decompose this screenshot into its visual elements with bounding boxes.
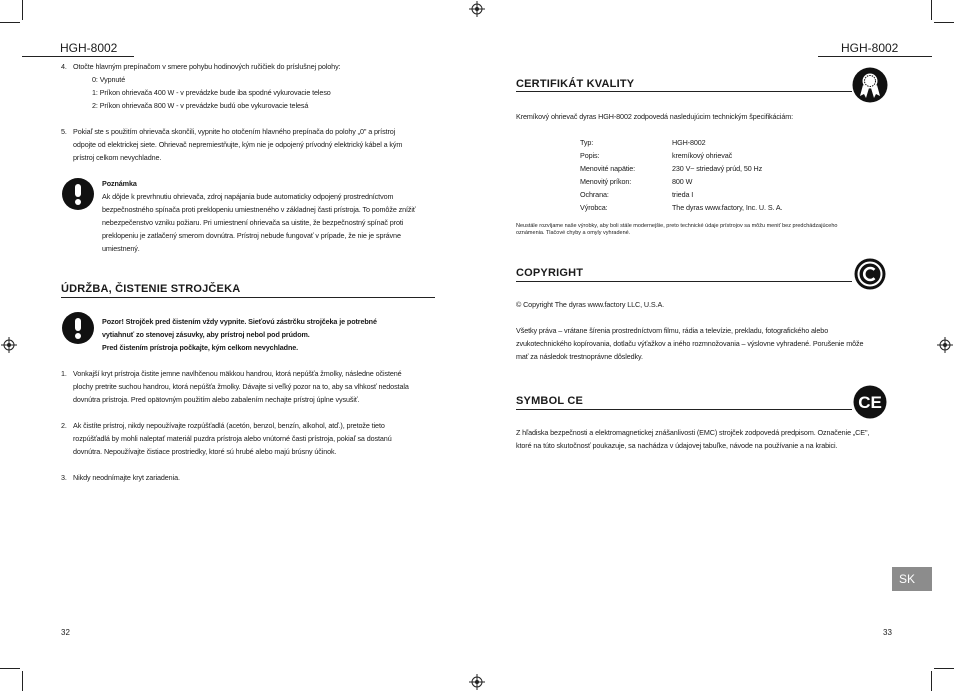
spec-value: trieda I xyxy=(672,190,694,199)
step-text-line: Pokiaľ ste s použitím ohrievača skončili, vypnite ho otočením hlavného prepínača do polohy „0" a prístroj xyxy=(73,127,396,136)
spec-row xyxy=(580,201,840,214)
spec-key: Ochrana: xyxy=(580,190,609,199)
spec-key: Výrobca: xyxy=(580,203,608,212)
ce-line: Z hľadiska bezpečnosti a elektromagnetickej znášanlivosti (EMC) strojček zodpovedá predpisom. Označenie „CE", xyxy=(516,428,870,437)
exclamation-icon xyxy=(62,178,94,210)
ce-line: ktoré na túto skutočnosť poukazuje, sa nachádza v údajovej tabuľke, návode na používanie a na krabici. xyxy=(516,441,838,450)
spec-value: kremíkový ohrievač xyxy=(672,151,733,160)
spec-value: 230 V~ striedavý prúd, 50 Hz xyxy=(672,164,763,173)
step-text-line: prístroj celkom nevychladne. xyxy=(73,153,162,162)
registration-mark-bottom xyxy=(469,674,485,690)
warning-line: Pred čistením prístroja počkajte, kým celkom nevychladne. xyxy=(102,343,299,352)
spec-key: Menovitý príkon: xyxy=(580,177,632,186)
header-rule-right xyxy=(818,56,932,57)
disclaimer-line: Neustále rozvíjame naše výrobky, aby boli stále modernejšie, preto technické údaje prístrojov sa môžu meniť bez predchádzajúceho xyxy=(516,223,838,229)
item-number: 2. xyxy=(61,421,67,430)
certificate-seal-icon xyxy=(852,67,888,103)
item-line: Ak čistíte prístroj, nikdy nepoužívajte rozpúšťadlá (acetón, benzol, benzín, alkohol, atď.), pretože tieto xyxy=(73,421,385,430)
exclamation-icon xyxy=(62,312,94,344)
copyright-para-line: mať za následok trestnoprávne dôsledky. xyxy=(516,352,643,361)
step-number: 4. xyxy=(61,62,67,71)
item-number: 1. xyxy=(61,369,67,378)
spec-value: The dyras www.factory, Inc. U. S. A. xyxy=(672,203,783,212)
note-line: preklopeniu je zatlačený smerom dovnútra. Prístroj nebude fungovať v prípade, že nie je správne xyxy=(102,231,401,240)
spec-value: 800 W xyxy=(672,177,693,186)
crop-mark xyxy=(22,0,23,20)
step-number: 5. xyxy=(61,127,67,136)
note-line: umiestnený. xyxy=(102,244,140,253)
section-rule xyxy=(516,91,852,92)
certificate-intro: Kremíkový ohrievač dyras HGH-8002 zodpovedá nasledujúcim technickým špecifikáciám: xyxy=(516,112,794,121)
crop-mark xyxy=(0,22,20,23)
registration-mark-top xyxy=(469,1,485,17)
spec-key: Typ: xyxy=(580,138,594,147)
item-line: Vonkajší kryt prístroja čistite jemne navlhčenou mäkkou handrou, ktorá nepúšťa žmolky, následne očistené xyxy=(73,369,402,378)
registration-mark-right xyxy=(937,337,953,353)
step-text: Otočte hlavným prepínačom v smere pohybu hodinových ručičiek do príslušnej polohy: xyxy=(73,62,341,71)
spec-row xyxy=(580,175,840,188)
copyright-para-line: Všetky práva – vrátane šírenia prostredníctvom filmu, rádia a televízie, prekladu, fotografického alebo xyxy=(516,326,829,335)
spec-key: Menovité napätie: xyxy=(580,164,636,173)
crop-mark xyxy=(0,668,20,669)
spec-value: HGH-8002 xyxy=(672,138,706,147)
model-header-left: HGH-8002 xyxy=(60,41,118,55)
registration-mark-left xyxy=(1,337,17,353)
step-text-line: odpojte od elektrickej siete. Ohrievač nepremiestňujte, kým nie je odpojený prívodný elektrický kábel a kým xyxy=(73,140,403,149)
spec-row xyxy=(580,136,840,149)
item-number: 3. xyxy=(61,473,67,482)
copyright-line: © Copyright The dyras www.factory LLC, U.S.A. xyxy=(516,300,665,309)
crop-mark xyxy=(22,671,23,691)
section-heading-certificate: CERTIFIKÁT KVALITY xyxy=(516,78,635,90)
step-option: 1: Príkon ohrievača 400 W - v prevádzke bude iba spodné vykurovacie teleso xyxy=(92,88,331,97)
disclaimer-line: oznámenia. Tlačové chyby a omyly vyhradené. xyxy=(516,230,631,236)
ce-mark-text: CE xyxy=(858,393,882,412)
language-tab: SK xyxy=(892,567,932,591)
step-option: 2: Príkon ohrievača 800 W - v prevádzke budú obe vykurovacie telesá xyxy=(92,101,309,110)
spec-row xyxy=(580,188,840,201)
model-header-right: HGH-8002 xyxy=(841,41,899,55)
crop-mark xyxy=(931,0,932,20)
section-heading-ce: SYMBOL CE xyxy=(516,395,583,407)
item-line: dovnútra prístroja. Pred opätovným použitím alebo zabalením nechajte prístroj úplne vysušiť. xyxy=(73,395,360,404)
note-line: bezpečnostného spínača proti preklopeniu umiestneného v základnej časti prístroja. To pomôže znížiť xyxy=(102,205,416,214)
section-heading-maintenance: ÚDRŽBA, ČISTENIE STROJČEKA xyxy=(61,283,241,295)
crop-mark xyxy=(934,668,954,669)
step-option: 0: Vypnuté xyxy=(92,75,126,84)
section-rule xyxy=(61,297,435,298)
page-number-right: 33 xyxy=(883,628,892,637)
page-number-left: 32 xyxy=(61,628,70,637)
copyright-icon xyxy=(854,258,886,290)
section-rule xyxy=(516,281,852,282)
warning-line: Pozor! Strojček pred čistením vždy vypnite. Sieťovú zástrčku strojčeka je potrebné xyxy=(102,317,377,326)
copyright-para-line: zvukotechnického kopírovania, dotlaču výťažkov a iného rozmnožovania – výslovne vyhradené. Porušenie môže xyxy=(516,339,864,348)
section-rule xyxy=(516,409,852,410)
spec-key: Popis: xyxy=(580,151,600,160)
spec-row xyxy=(580,162,840,175)
note-line: nebezpečenstvo vzniku požiaru. Pri umiestnení ohrievača sa uistite, že bezpečnostný spínač proti xyxy=(102,218,404,227)
ce-mark-icon xyxy=(853,385,887,419)
item-line: plochy pretrite suchou handrou, ktorá nepúšťa žmolky. Dávajte si veľký pozor na to, aby sa vlhkosť nedostala xyxy=(73,382,409,391)
header-rule-left xyxy=(22,56,134,57)
crop-mark xyxy=(931,671,932,691)
spec-row xyxy=(580,149,840,162)
section-heading-copyright: COPYRIGHT xyxy=(516,267,584,279)
warning-line: vytiahnuť zo stenovej zásuvky, aby prístroj nebol pod prúdom. xyxy=(102,330,310,339)
item-line: Nikdy neodnímajte kryt zariadenia. xyxy=(73,473,180,482)
item-line: dovnútra. Nepoužívajte čistiace prostriedky, ktoré sú hrubé alebo majú brúsny účinok. xyxy=(73,447,337,456)
crop-mark xyxy=(934,22,954,23)
note-line: Ak dôjde k prevrhnutiu ohrievača, zdroj napájania bude automaticky odpojený prostredníctvom xyxy=(102,192,394,201)
note-title: Poznámka xyxy=(102,179,137,188)
item-line: rozpúšťadlá by mohli naleptať materiál puzdra prístroja alebo vnútorné časti prístroja, pokiaľ sa dostanú xyxy=(73,434,392,443)
